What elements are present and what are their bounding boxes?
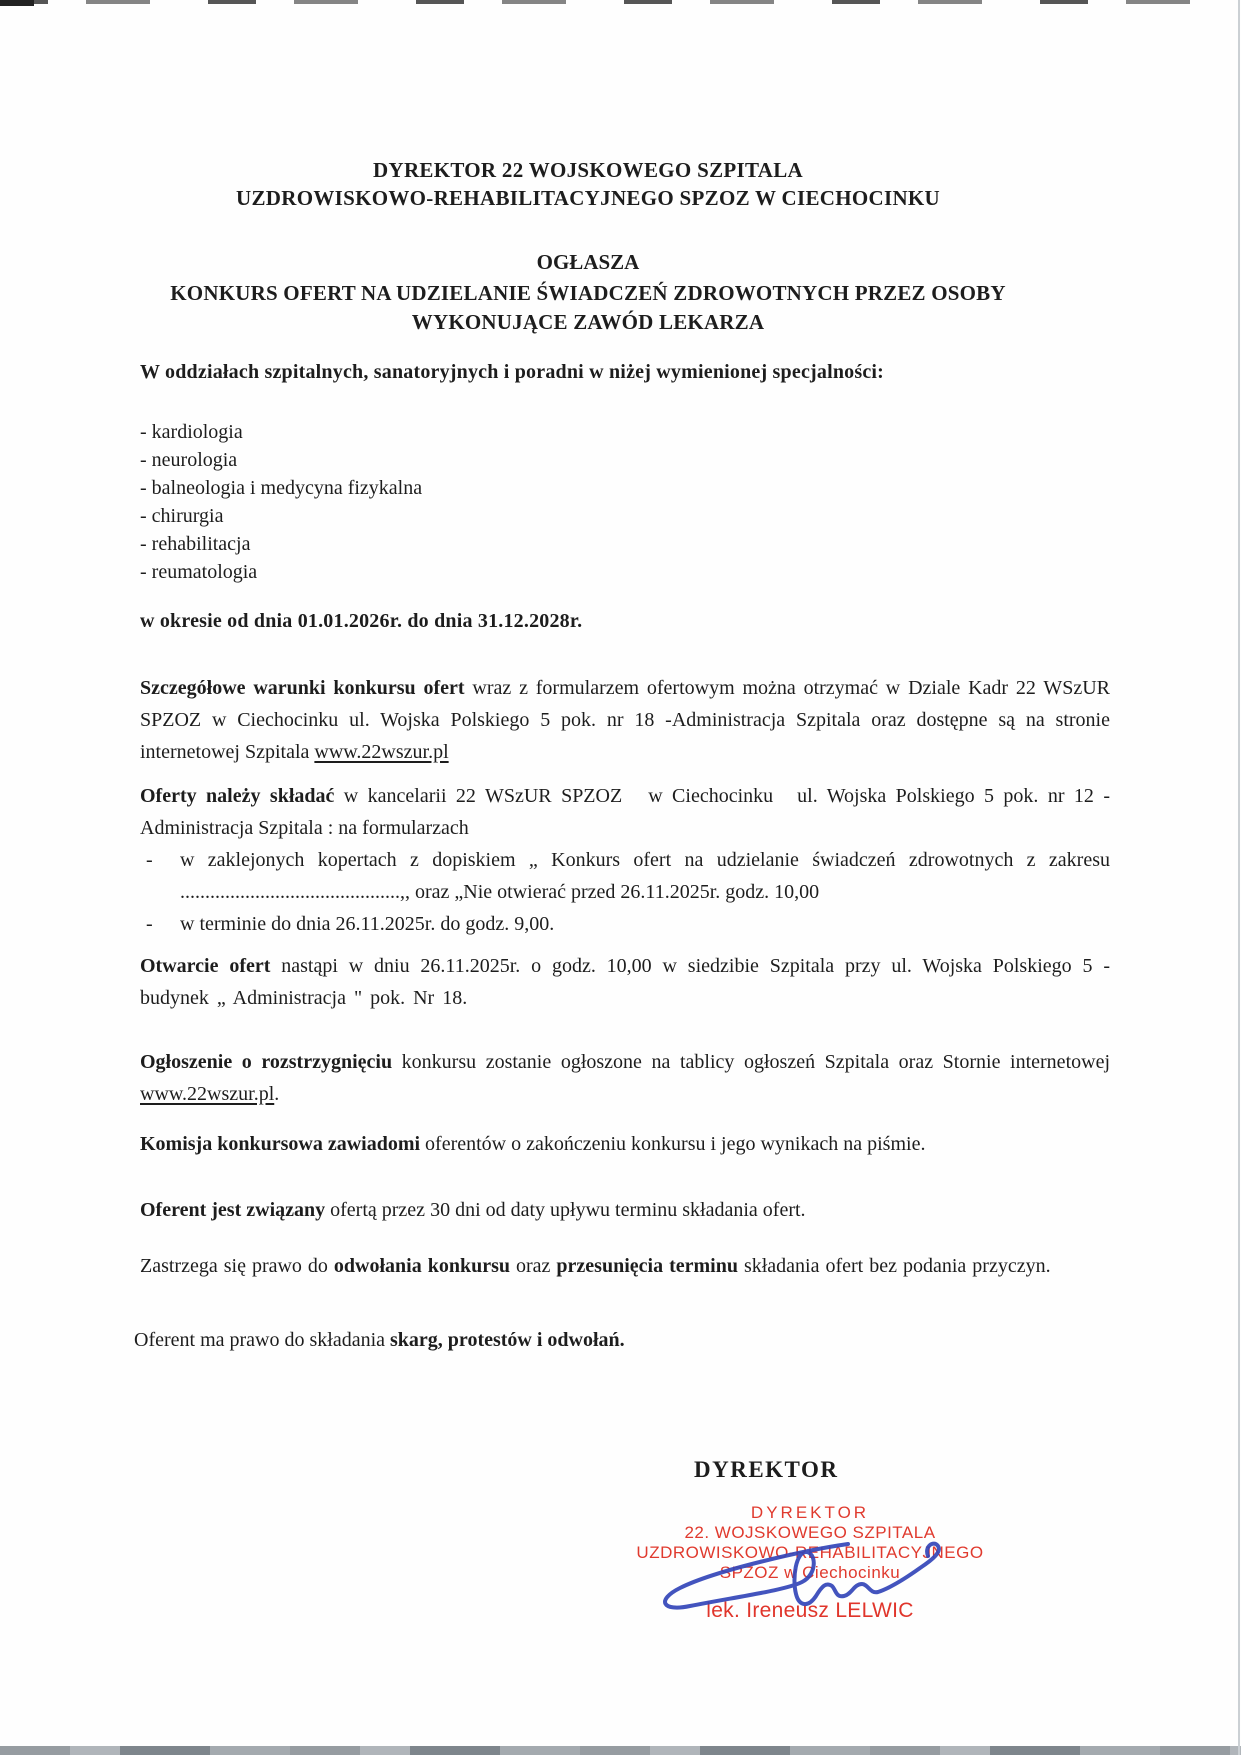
subject-heading: [133, 279, 1043, 337]
bullet-text: w zaklejonych kopertach z dopiskiem „ Konkurs ofert na udzielanie świadczeń zdrowotnych z zakresu ............................................,, oraz „Nie otwierać przed 26.11.2025r. godz. 10,00: [180, 849, 1110, 903]
scan-artifact-corner-mark: [0, 0, 34, 6]
bullet-dash: -: [146, 849, 153, 871]
bullet-dash: -: [146, 913, 153, 935]
paragraph-body: [140, 780, 1110, 844]
paragraph-zwiazany: [140, 1194, 1110, 1226]
paragraph-skargi: [134, 1324, 1104, 1356]
paragraph-text: Oferent ma prawo do składania: [134, 1329, 391, 1351]
paragraph-text: składania ofert bez podania przyczyn.: [737, 1255, 1051, 1277]
scan-artifact-top-edge: [0, 0, 1241, 4]
paragraph-text: w Ciechocinku: [648, 785, 774, 807]
list-item: - rehabilitacja: [140, 533, 251, 555]
paragraph-komisja: [140, 1128, 1110, 1160]
paragraph-text: nastąpi w dniu 26.11.2025r. o godz. 10,00 w siedzibie Szpitala przy ul. Wojska Polskiego 5 - budynek „ Administracja " pok. Nr 18.: [140, 955, 1110, 1009]
announce-line: OGŁASZA: [536, 250, 640, 274]
list-item: - chirurgia: [140, 505, 224, 527]
stamp-line: 22. WOJSKOWEGO SZPITALA: [684, 1523, 936, 1542]
list-item: [140, 844, 1110, 908]
paragraph-lead: Oferty należy składać: [140, 785, 335, 807]
contract-period-line: w okresie od dnia 01.01.2026r. do dnia 31.12.2028r.: [140, 610, 583, 632]
list-item: - balneologia i medycyna fizykalna: [140, 477, 423, 499]
specialties-list: [140, 418, 1110, 586]
paragraph-ogloszenie: [140, 1046, 1110, 1110]
subject-line-2: WYKONUJĄCE ZAWÓD LEKARZA: [411, 310, 765, 334]
subject-line-1: KONKURS OFERT NA UDZIELANIE ŚWIADCZEŃ ZDROWOTNYCH PRZEZ OSOBY: [170, 281, 1006, 305]
list-item: - reumatologia: [140, 561, 258, 583]
paragraph-text: oraz: [510, 1255, 557, 1277]
paragraph-lead: Oferent jest związany: [140, 1199, 326, 1221]
paragraph-lead: Otwarcie ofert: [140, 955, 271, 977]
paragraph-lead: Ogłoszenie o rozstrzygnięciu: [140, 1051, 393, 1073]
list-item: - kardiologia: [140, 421, 243, 443]
paragraph-warunki: [140, 672, 1110, 768]
stamp-line: DYREKTOR: [750, 1503, 870, 1522]
paragraph-lead: Komisja konkursowa zawiadomi: [140, 1133, 421, 1155]
signer-name: lek. Ireneusz LELWIC: [706, 1599, 914, 1622]
bullet-text: w terminie do dnia 26.11.2025r. do godz. 9,00.: [180, 913, 555, 935]
paragraph-text: oferentów o zakończeniu konkursu i jego wynikach na piśmie.: [420, 1133, 926, 1155]
paragraph-otwarcie: [140, 950, 1110, 1014]
paragraph-text: konkursu zostanie ogłoszone na tablicy ogłoszeń Szpitala oraz Stornie internetowej: [392, 1051, 1110, 1073]
signature-stroke: [665, 1544, 939, 1608]
website-url: www.22wszur.pl: [140, 1083, 275, 1105]
list-item: - neurologia: [140, 449, 238, 471]
stamp-line: UZDROWISKOWO-REHABILITACYJNEGO: [636, 1543, 984, 1562]
paragraph-lead: Szczegółowe warunki konkursu ofert: [140, 677, 465, 699]
title-line-1: DYREKTOR 22 WOJSKOWEGO SZPITALA: [373, 158, 803, 182]
handwritten-signature: [646, 1534, 956, 1616]
submission-conditions-list: [140, 844, 1110, 940]
paragraph-bold: odwołania konkursu: [333, 1255, 510, 1277]
paragraph-text: ul. Wojska Polskiego 5 pok. nr 12 - Administracja Szpitala : na formularzach: [140, 785, 1110, 839]
director-heading: DYREKTOR: [694, 1457, 839, 1482]
paragraph-text: ofertą przez 30 dni od daty upływu terminu składania ofert.: [325, 1199, 806, 1221]
title-line-2: UZDROWISKOWO-REHABILITACYJNEGO SPZOZ W CIECHOCINKU: [235, 186, 941, 210]
paragraph-oferty: [140, 780, 1110, 940]
paragraph-text: wraz z formularzem ofertowym można otrzymać w Dziale Kadr 22 WSzUR SPZOZ w Ciechocinku ul. Wojska Polskiego 5 pok. nr 18 -Administracja Szpitala oraz dostępne są na stronie internetowej Szpitala: [140, 677, 1110, 763]
paragraph-text: .: [274, 1083, 280, 1105]
intro-line: W oddziałach szpitalnych, sanatoryjnych i poradni w niżej wymienionej specjalności:: [140, 361, 885, 383]
paragraph-text: Zastrzega się prawo do: [140, 1255, 334, 1277]
paragraph-bold: przesunięcia terminu: [556, 1255, 738, 1277]
scan-artifact-right-edge: [1238, 0, 1240, 1755]
paragraph-bold: skarg, protestów i odwołań.: [390, 1329, 625, 1351]
stamp-line: SPZOZ w Ciechocinku: [719, 1563, 901, 1582]
document-title: [133, 156, 1043, 212]
paragraph-zastrzega: [140, 1250, 1110, 1282]
list-item: [140, 908, 1110, 940]
website-url: www.22wszur.pl: [314, 741, 449, 763]
paragraph-text: w kancelarii 22 WSzUR SPZOZ: [334, 785, 623, 807]
scan-artifact-bottom-edge: [0, 1746, 1241, 1755]
